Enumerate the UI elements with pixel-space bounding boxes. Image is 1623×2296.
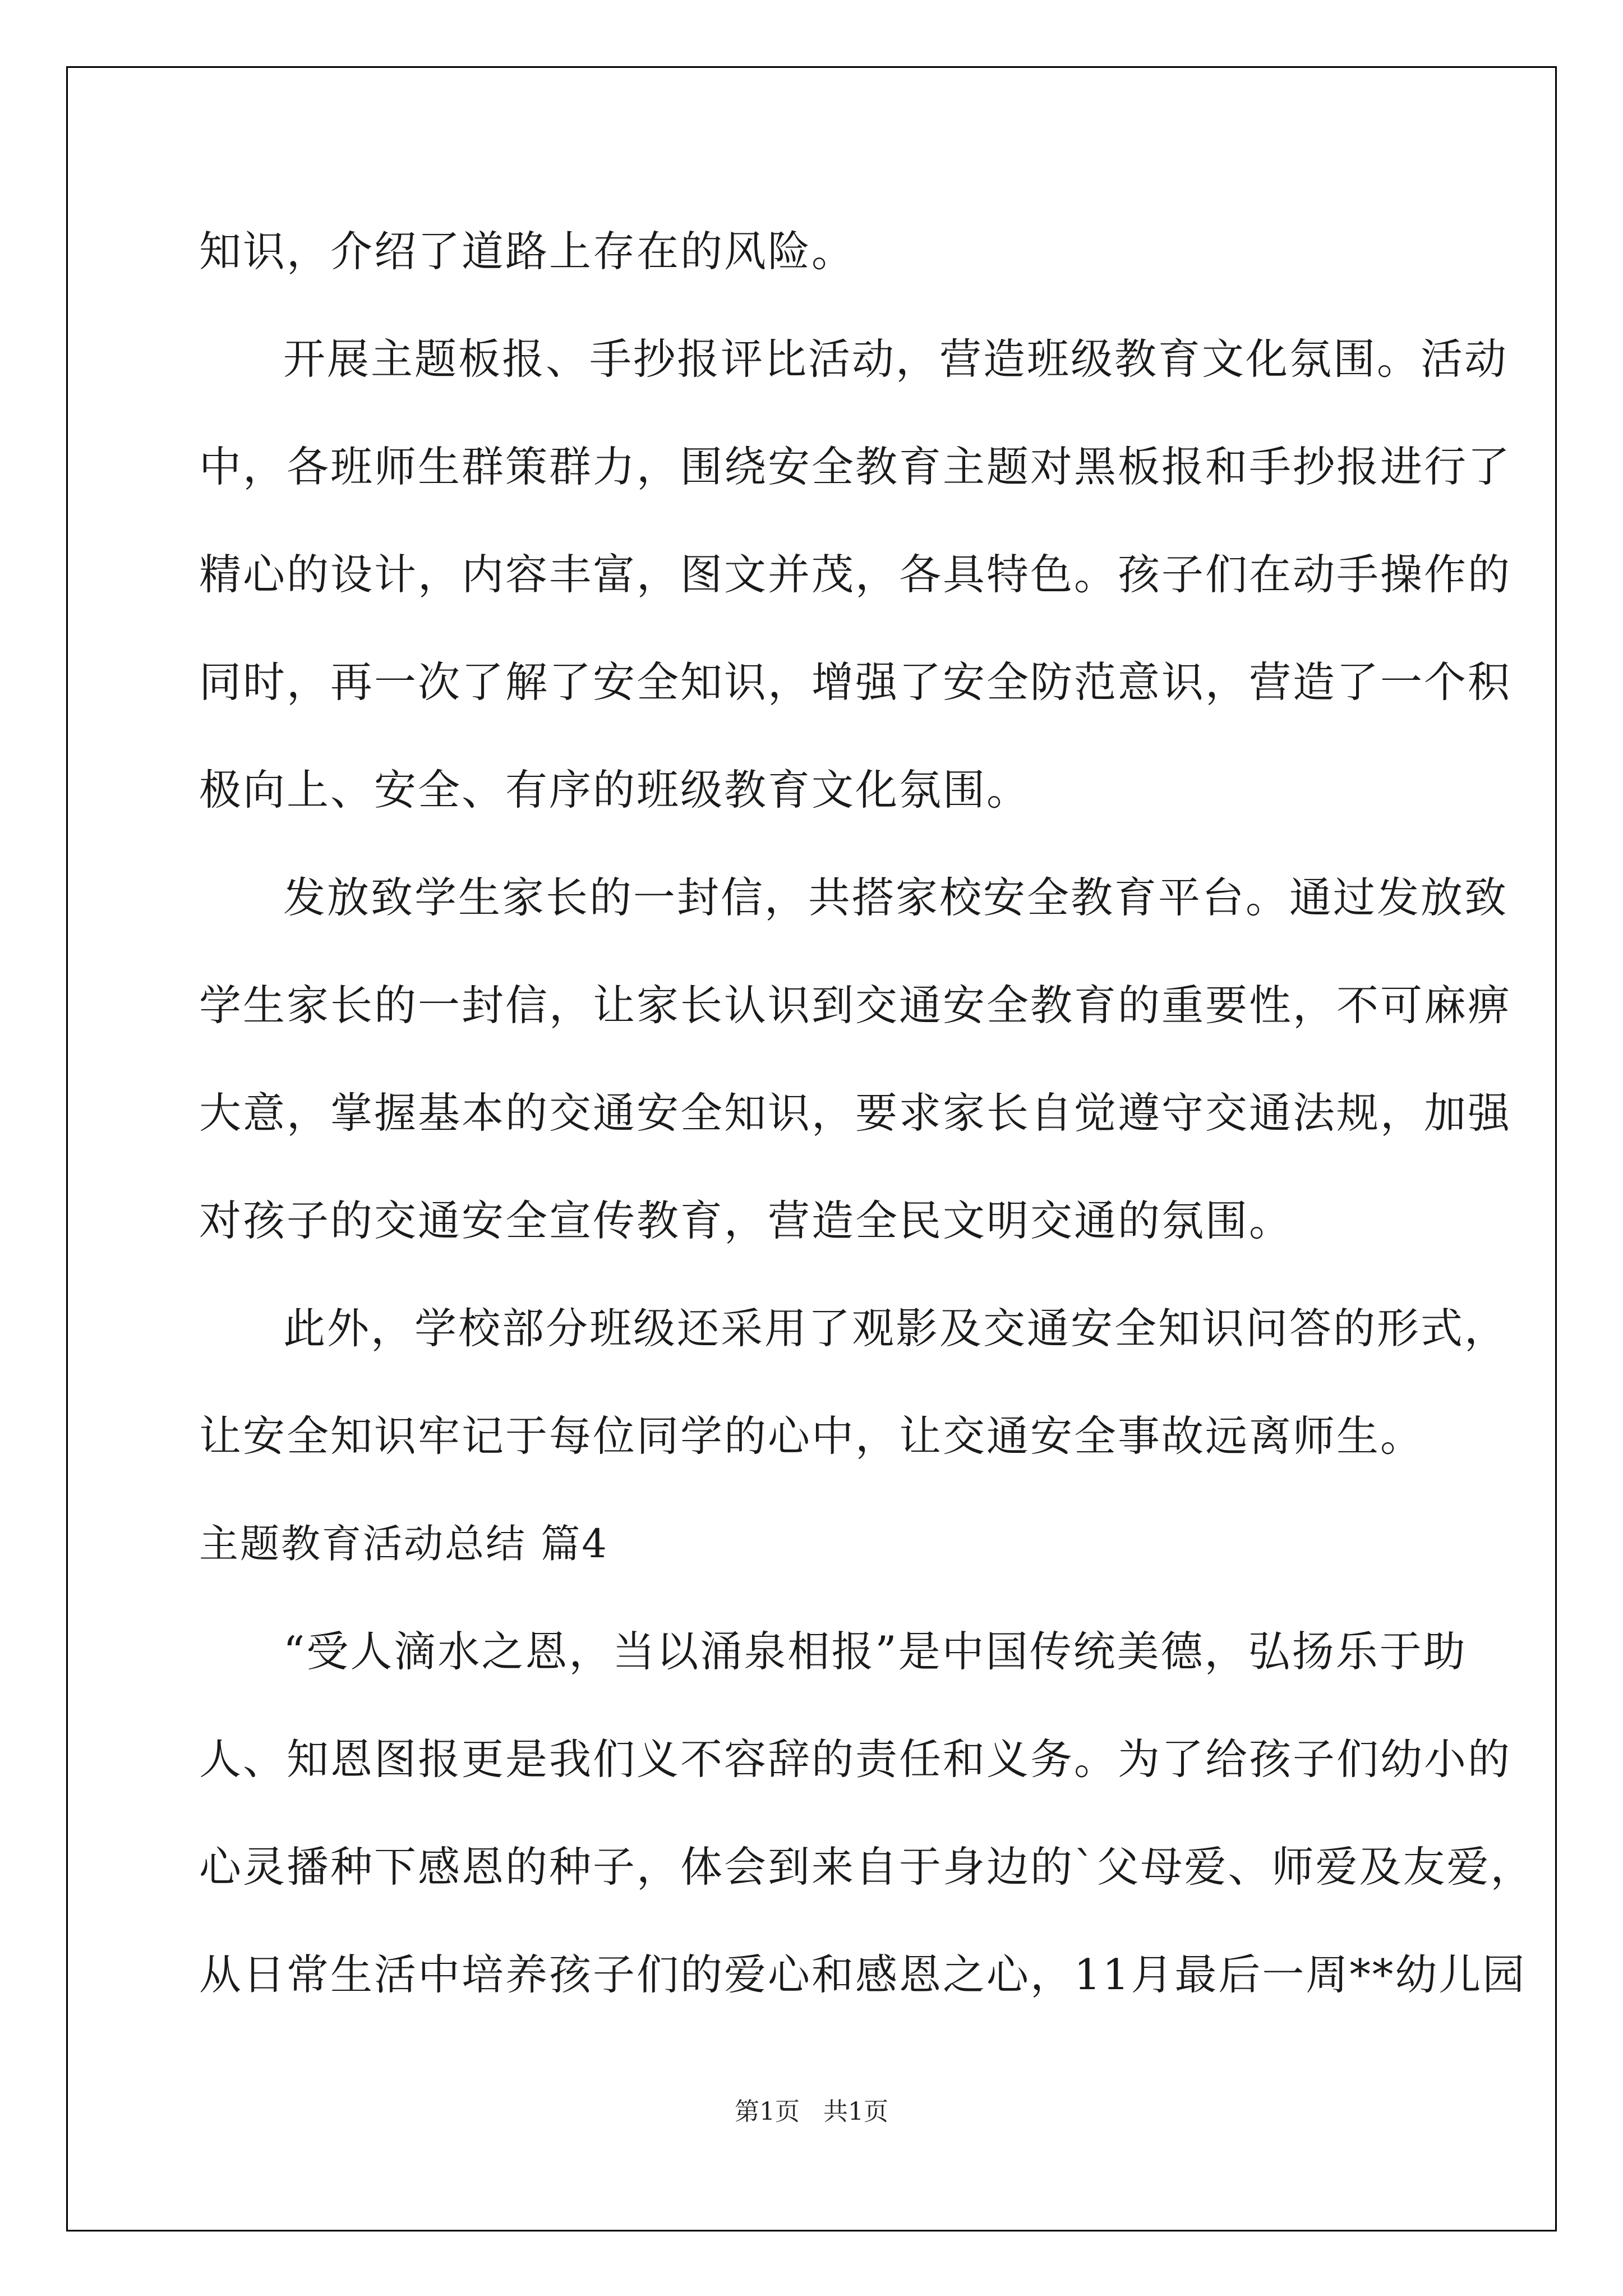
text-line-2: 开展主题板报、手抄报评比活动，营造班级教育文化氛围。活动 <box>283 334 1509 384</box>
text-line-10: 对孩子的交通安全宣传教育，营造全民文明交通的氛围。 <box>199 1196 1293 1245</box>
text-line-3: 中，各班师生群策群力，围绕安全教育主题对黑板报和手抄报进行了 <box>199 442 1512 491</box>
text-line-14: “受人滴水之恩，当以涌泉相报”是中国传统美德，弘扬乐于助 <box>283 1627 1467 1676</box>
page-total: 共1页 <box>823 2097 888 2126</box>
text-line-17: 从日常生活中培养孩子们的爱心和感恩之心，11月最后一周**幼儿园 <box>199 1950 1527 1999</box>
text-line-16: 心灵播种下感恩的种子，体会到来自于身边的`父母爱、师爱及友爱， <box>199 1842 1534 1892</box>
text-line-15: 人、知恩图报更是我们义不容辞的责任和义务。为了给孩子们幼小的 <box>199 1734 1512 1784</box>
text-line-4: 精心的设计，内容丰富，图文并茂，各具特色。孩子们在动手操作的 <box>199 550 1512 599</box>
page-number: 第1页 <box>735 2097 800 2126</box>
section-heading: 主题教育活动总结 篇4 <box>199 1521 608 1567</box>
text-line-7: 发放致学生家长的一封信，共搭家校安全教育平台。通过发放致 <box>283 873 1509 922</box>
text-line-5: 同时，再一次了解了安全知识，增强了安全防范意识，营造了一个积 <box>199 657 1512 707</box>
text-line-11: 此外，学校部分班级还采用了观影及交通安全知识问答的形式， <box>283 1304 1509 1353</box>
text-line-9: 大意，掌握基本的交通安全知识，要求家长自觉遵守交通法规，加强 <box>199 1088 1512 1138</box>
text-line-1: 知识，介绍了道路上存在的风险。 <box>199 227 856 276</box>
text-line-6: 极向上、安全、有序的班级教育文化氛围。 <box>199 765 1031 815</box>
page-footer <box>0 2095 1623 2129</box>
document-body <box>199 197 1534 2028</box>
text-line-12: 让安全知识牢记于每位同学的心中，让交通安全事故远离师生。 <box>199 1411 1424 1461</box>
text-line-8: 学生家长的一封信，让家长认识到交通安全教育的重要性，不可麻痹 <box>199 981 1512 1030</box>
